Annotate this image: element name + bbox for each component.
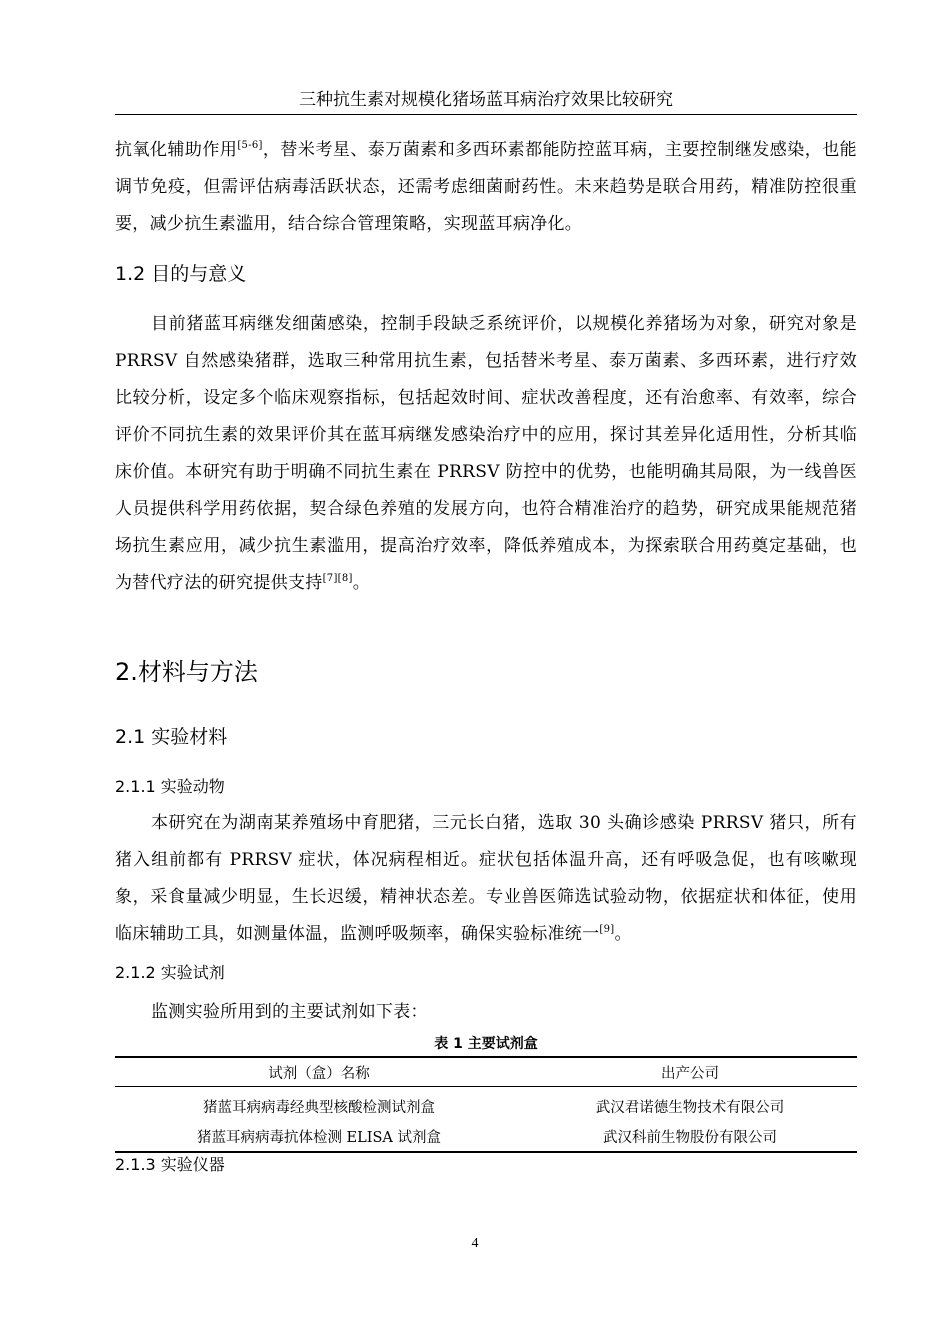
chapter-heading-2: 2.材料与方法 [115, 658, 258, 686]
table-cell-company: 武汉科前生物股份有限公司 [523, 1121, 857, 1152]
subsection-heading-2-1-1: 2.1.1 实验动物 [115, 777, 225, 796]
animals-paragraph [115, 805, 857, 953]
purpose-text: 目前猪蓝耳病继发细菌感染，控制手段缺乏系统评价，以规模化养猪场为对象，研究对象是 PRRSV 自然感染猪群，选取三种常用抗生素，包括替米考星、泰万菌素、多西环素，进行疗效比较分析，设定多个临床观察指标，包括起效时间、症状改善程度，还有治愈率、有效率，综合评价不同抗生素的效果评价其在蓝耳病继发感染治疗中的应用，探讨其差异化适用性，分析其临床价值。本研究有助于明确不同抗生素在 PRRSV 防控中的优势，也能明确其局限，为一线兽医人员提供科学用药依据，契合绿色养殖的发展方向，也符合精准治疗的趋势，研究成果能规范猪场抗生素应用，减少抗生素滥用，提高治疗效率，降低养殖成本，为探索联合用药奠定基础，也为替代疗法的研究提供支持 [115, 314, 857, 593]
citation: [7][8] [322, 573, 353, 584]
table-header-company: 出产公司 [523, 1057, 857, 1087]
table-header-row [115, 1057, 857, 1087]
page-number: 4 [471, 1236, 479, 1251]
section-heading-1-2: 1.2 目的与意义 [115, 263, 247, 285]
intro-continuation-paragraph [115, 132, 857, 243]
table-row [115, 1121, 857, 1152]
subsection-heading-2-1-3: 2.1.3 实验仪器 [115, 1155, 225, 1174]
citation: [9] [599, 924, 615, 935]
table-row [115, 1087, 857, 1122]
reagents-intro-paragraph: 监测实验所用到的主要试剂如下表： [151, 1002, 428, 1022]
table-header-name: 试剂（盒）名称 [115, 1057, 523, 1087]
reagents-table [115, 1056, 857, 1153]
section-heading-2-1: 2.1 实验材料 [115, 726, 228, 748]
animals-text-end: 。 [614, 924, 632, 944]
table-cell-reagent: 猪蓝耳病病毒经典型核酸检测试剂盒 [203, 1099, 435, 1116]
header-rule [115, 114, 857, 115]
table-cell-company: 武汉君诺德生物技术有限公司 [595, 1099, 785, 1116]
running-header: 三种抗生素对规模化猪场蓝耳病治疗效果比较研究 [299, 90, 673, 110]
purpose-text-end: 。 [352, 573, 371, 593]
citation: [5-6] [237, 140, 263, 151]
animals-text: 本研究在为湖南某养殖场中育肥猪，三元长白猪，选取 30 头确诊感染 PRRSV 猪只，所有猪入组前都有 PRRSV 症状，体况病程相近。症状包括体温升高，还有呼吸急促，也有咳嗽现象，采食量减少明显，生长迟缓，精神状态差。专业兽医筛选试验动物，依据症状和体征，使用临床辅助工具，如测量体温，监测呼吸频率，确保实验标准统一 [115, 813, 857, 944]
intro-text-part1: 抗氧化辅助作用 [115, 140, 238, 160]
purpose-paragraph [115, 306, 857, 602]
subsection-heading-2-1-2: 2.1.2 实验试剂 [115, 963, 225, 982]
table-caption: 表 1 主要试剂盒 [434, 1036, 538, 1052]
table-cell-reagent: 猪蓝耳病病毒抗体检测 ELISA 试剂盒 [115, 1121, 523, 1152]
intro-text-part2: ，替米考星、泰万菌素和多西环素都能防控蓝耳病，主要控制继发感染，也能调节免疫，但需评估病毒活跃状态，还需考虑细菌耐药性。未来趋势是联合用药，精准防控很重要，减少抗生素滥用，结合综合管理策略，实现蓝耳病净化。 [115, 140, 857, 234]
